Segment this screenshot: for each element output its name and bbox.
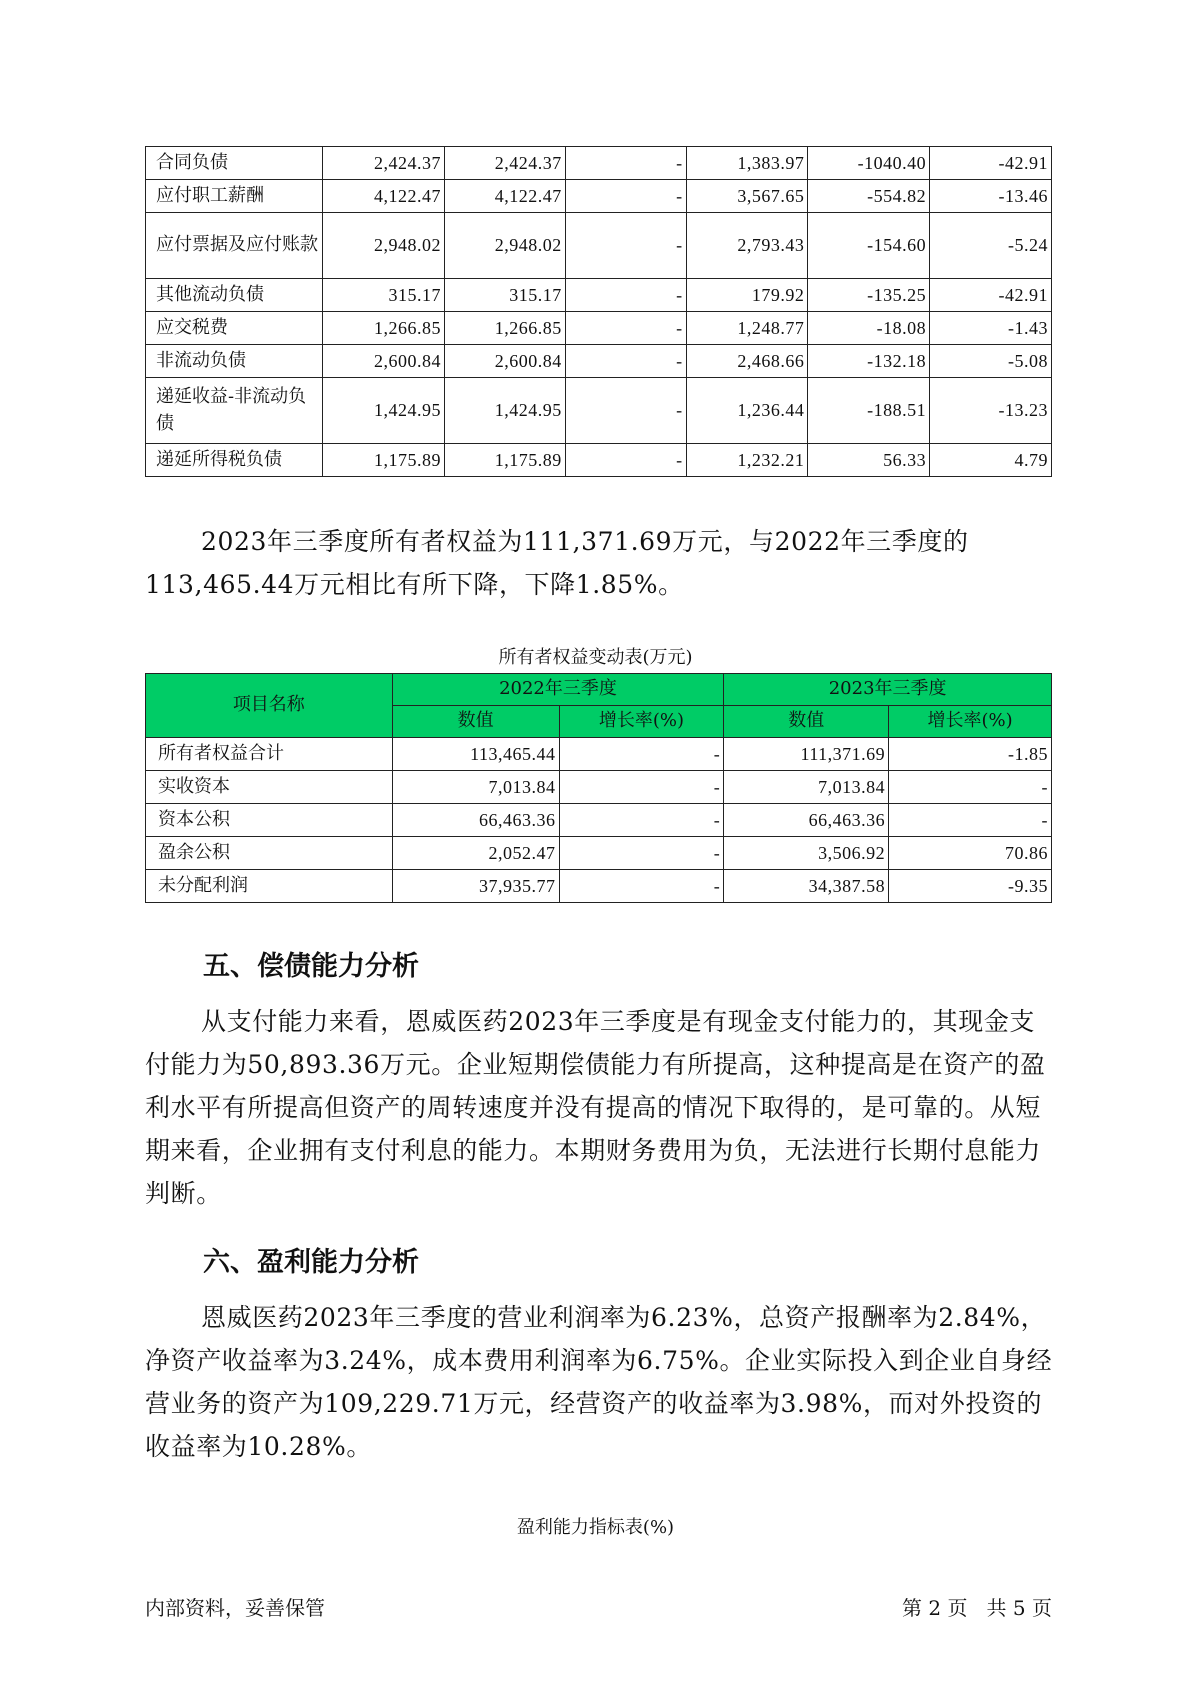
footer-confidential: 内部资料，妥善保管 bbox=[145, 1596, 325, 1620]
section5-heading: 五、偿债能力分析 bbox=[203, 951, 419, 982]
table-row bbox=[146, 771, 1052, 804]
cell-value: - bbox=[559, 771, 724, 804]
cell-value: - bbox=[565, 444, 686, 477]
cell-value: - bbox=[889, 804, 1052, 837]
table-row bbox=[146, 213, 1052, 279]
cell-value: 315.17 bbox=[444, 279, 565, 312]
cell-value: 1,175.89 bbox=[323, 444, 445, 477]
cell-value: 1,248.77 bbox=[686, 312, 808, 345]
header-item-name: 项目名称 bbox=[146, 674, 393, 738]
cell-value: 315.17 bbox=[323, 279, 445, 312]
table-row bbox=[146, 378, 1052, 444]
section6-heading: 六、盈利能力分析 bbox=[203, 1247, 419, 1278]
cell-value: 3,567.65 bbox=[686, 180, 808, 213]
row-label: 其他流动负债 bbox=[146, 279, 323, 312]
cell-value: 4,122.47 bbox=[444, 180, 565, 213]
cell-value: 2,424.37 bbox=[444, 147, 565, 180]
cell-value: 4.79 bbox=[930, 444, 1052, 477]
cell-value: 113,465.44 bbox=[392, 738, 559, 771]
profit-table-caption: 盈利能力指标表(%) bbox=[516, 1517, 675, 1538]
cell-value: - bbox=[565, 147, 686, 180]
cell-value: 2,424.37 bbox=[323, 147, 445, 180]
cell-value: 4,122.47 bbox=[323, 180, 445, 213]
cell-value: 1,266.85 bbox=[444, 312, 565, 345]
cell-value: -13.46 bbox=[930, 180, 1052, 213]
cell-value: 1,266.85 bbox=[323, 312, 445, 345]
cell-value: 1,424.95 bbox=[323, 378, 445, 444]
cell-value: 34,387.58 bbox=[724, 870, 889, 903]
row-label: 实收资本 bbox=[146, 771, 393, 804]
cell-value: 66,463.36 bbox=[392, 804, 559, 837]
footer-page-number: 第 2 页 共 5 页 bbox=[902, 1596, 1052, 1620]
cell-value: -42.91 bbox=[930, 147, 1052, 180]
table-row bbox=[146, 837, 1052, 870]
table-row bbox=[146, 312, 1052, 345]
cell-value: -154.60 bbox=[808, 213, 930, 279]
row-label: 应交税费 bbox=[146, 312, 323, 345]
table-row bbox=[146, 804, 1052, 837]
table-row bbox=[146, 147, 1052, 180]
table-row bbox=[146, 444, 1052, 477]
cell-value: 70.86 bbox=[889, 837, 1052, 870]
cell-value: -13.23 bbox=[930, 378, 1052, 444]
cell-value: 37,935.77 bbox=[392, 870, 559, 903]
row-label: 资本公积 bbox=[146, 804, 393, 837]
cell-value: - bbox=[559, 804, 724, 837]
cell-value: - bbox=[565, 378, 686, 444]
cell-value: 1,175.89 bbox=[444, 444, 565, 477]
cell-value: 2,052.47 bbox=[392, 837, 559, 870]
header-value-2022: 数值 bbox=[392, 706, 559, 738]
row-label: 所有者权益合计 bbox=[146, 738, 393, 771]
cell-value: - bbox=[565, 345, 686, 378]
cell-value: 1,236.44 bbox=[686, 378, 808, 444]
table-row bbox=[146, 738, 1052, 771]
liabilities-table bbox=[145, 146, 1052, 477]
row-label: 应付票据及应付账款 bbox=[146, 213, 323, 279]
cell-value: 1,232.21 bbox=[686, 444, 808, 477]
cell-value: 111,371.69 bbox=[724, 738, 889, 771]
cell-value: - bbox=[559, 738, 724, 771]
cell-value: - bbox=[565, 180, 686, 213]
cell-value: 2,948.02 bbox=[444, 213, 565, 279]
section6-paragraph: 恩威医药2023年三季度的营业利润率为6.23%，总资产报酬率为2.84%，净资产收益率为3.24%，成本费用利润率为6.75%。企业实际投入到企业自身经营业务的资产为109,229.71万元，经营资产的收益率为3.98%，而对外投资的收益率为10.28%。 bbox=[145, 1303, 1053, 1461]
cell-value: 1,383.97 bbox=[686, 147, 808, 180]
cell-value: 56.33 bbox=[808, 444, 930, 477]
cell-value: 2,600.84 bbox=[444, 345, 565, 378]
row-label: 合同负债 bbox=[146, 147, 323, 180]
equity-paragraph: 2023年三季度所有者权益为111,371.69万元，与2022年三季度的113,465.44万元相比有所下降，下降1.85%。 bbox=[145, 527, 969, 599]
row-label: 递延所得税负债 bbox=[146, 444, 323, 477]
cell-value: - bbox=[565, 213, 686, 279]
cell-value: 179.92 bbox=[686, 279, 808, 312]
equity-table bbox=[145, 673, 1052, 903]
cell-value: -188.51 bbox=[808, 378, 930, 444]
cell-value: -554.82 bbox=[808, 180, 930, 213]
header-value-2023: 数值 bbox=[724, 706, 889, 738]
table-row bbox=[146, 180, 1052, 213]
cell-value: - bbox=[889, 771, 1052, 804]
header-growth-2023: 增长率(%) bbox=[889, 706, 1052, 738]
cell-value: -132.18 bbox=[808, 345, 930, 378]
cell-value: 7,013.84 bbox=[392, 771, 559, 804]
cell-value: -5.08 bbox=[930, 345, 1052, 378]
row-label: 未分配利润 bbox=[146, 870, 393, 903]
cell-value: 3,506.92 bbox=[724, 837, 889, 870]
cell-value: - bbox=[559, 870, 724, 903]
cell-value: -1.85 bbox=[889, 738, 1052, 771]
cell-value: -135.25 bbox=[808, 279, 930, 312]
cell-value: - bbox=[565, 279, 686, 312]
cell-value: -1.43 bbox=[930, 312, 1052, 345]
cell-value: 2,600.84 bbox=[323, 345, 445, 378]
equity-table-caption: 所有者权益变动表(万元) bbox=[498, 647, 693, 668]
cell-value: -5.24 bbox=[930, 213, 1052, 279]
cell-value: -1040.40 bbox=[808, 147, 930, 180]
header-period-2022: 2022年三季度 bbox=[392, 674, 724, 706]
cell-value: -18.08 bbox=[808, 312, 930, 345]
cell-value: 7,013.84 bbox=[724, 771, 889, 804]
table-row bbox=[146, 345, 1052, 378]
cell-value: 1,424.95 bbox=[444, 378, 565, 444]
equity-header-row-1 bbox=[146, 674, 1052, 706]
cell-value: 2,793.43 bbox=[686, 213, 808, 279]
cell-value: 66,463.36 bbox=[724, 804, 889, 837]
row-label: 盈余公积 bbox=[146, 837, 393, 870]
cell-value: 2,948.02 bbox=[323, 213, 445, 279]
cell-value: - bbox=[559, 837, 724, 870]
row-label: 应付职工薪酬 bbox=[146, 180, 323, 213]
row-label: 非流动负债 bbox=[146, 345, 323, 378]
header-period-2023: 2023年三季度 bbox=[724, 674, 1052, 706]
cell-value: - bbox=[565, 312, 686, 345]
cell-value: -9.35 bbox=[889, 870, 1052, 903]
section5-paragraph: 从支付能力来看，恩威医药2023年三季度是有现金支付能力的，其现金支付能力为50,893.36万元。企业短期偿债能力有所提高，这种提高是在资产的盈利水平有所提高但资产的周转速度并没有提高的情况下取得的，是可靠的。从短期来看，企业拥有支付利息的能力。本期财务费用为负，无法进行长期付息能力判断。 bbox=[145, 1007, 1046, 1208]
table-row bbox=[146, 870, 1052, 903]
table-row bbox=[146, 279, 1052, 312]
cell-value: 2,468.66 bbox=[686, 345, 808, 378]
cell-value: -42.91 bbox=[930, 279, 1052, 312]
row-label: 递延收益-非流动负债 bbox=[146, 378, 323, 444]
header-growth-2022: 增长率(%) bbox=[559, 706, 724, 738]
